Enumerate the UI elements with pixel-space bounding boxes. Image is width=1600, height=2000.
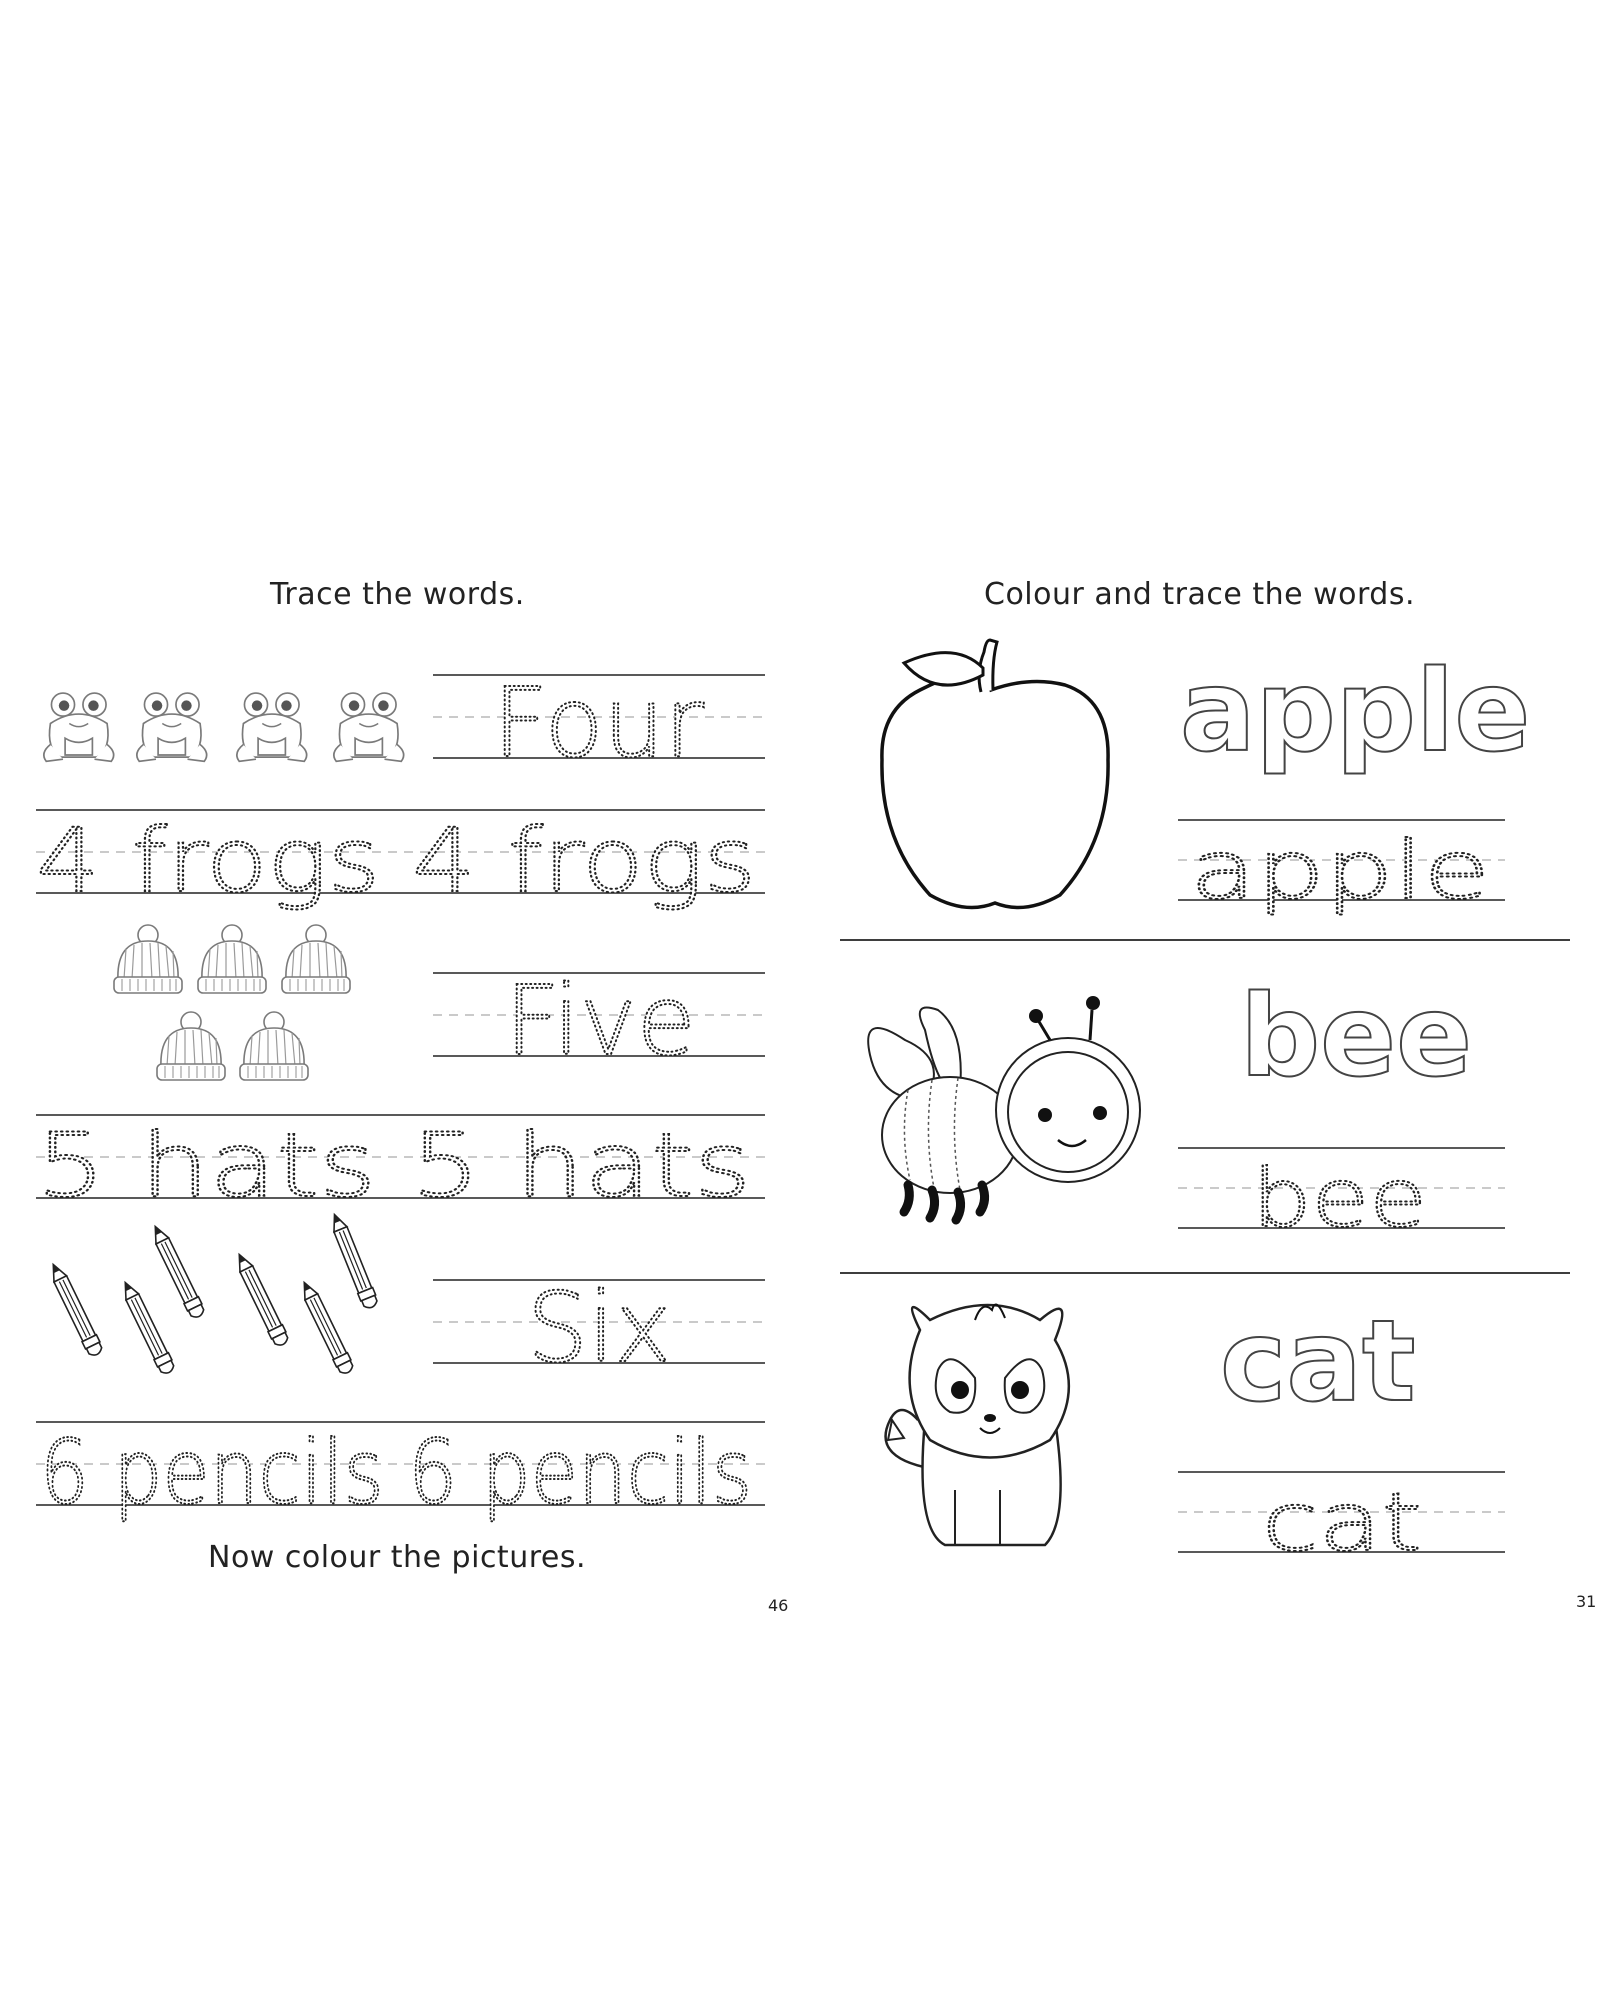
bubble-word-cat: cat (1220, 1297, 1416, 1427)
hat-icon (198, 925, 266, 993)
hat-icon (282, 925, 350, 993)
hat-icon (240, 1012, 308, 1080)
trace-word-cat: cat (1262, 1476, 1422, 1569)
frog-icon (44, 693, 114, 761)
frog-icon (237, 693, 307, 761)
trace-word-bee: bee (1252, 1152, 1427, 1245)
trace-word-five: Five (505, 965, 696, 1077)
cat-icon (886, 1305, 1069, 1545)
pencil-icon (46, 1261, 104, 1358)
hat-icon (114, 925, 182, 993)
pencil-icon (232, 1251, 290, 1348)
trace-word-four: Four (493, 667, 704, 779)
trace-phrase-frogs: 4 frogs 4 frogs (36, 809, 756, 912)
right-worksheet (800, 0, 1600, 2000)
bee-icon (868, 996, 1140, 1220)
trace-word-six: Six (527, 1272, 672, 1384)
hats-picture (114, 925, 350, 1080)
trace-phrase-hats: 5 hats 5 hats (36, 1114, 751, 1217)
frog-icon (334, 693, 404, 761)
trace-phrase-pencils: 6 pencils 6 pencils (40, 1421, 752, 1524)
right-instruction-top: Colour and trace the words. (984, 577, 1415, 612)
frogs-picture (44, 693, 404, 761)
bubble-word-bee: bee (1240, 972, 1473, 1102)
pencils-picture (46, 1212, 379, 1376)
frog-icon (137, 693, 207, 761)
pencil-icon (297, 1279, 355, 1376)
pencil-icon (118, 1279, 176, 1376)
left-instruction-bottom: Now colour the pictures. (208, 1540, 587, 1575)
pencil-icon (148, 1223, 206, 1320)
page-number-right: 31 (1576, 1592, 1597, 1611)
hat-icon (157, 1012, 225, 1080)
left-instruction-top: Trace the words. (270, 577, 525, 612)
page-number-left: 46 (768, 1596, 789, 1615)
pencil-icon (327, 1212, 379, 1311)
bubble-word-apple: apple (1180, 647, 1531, 777)
apple-icon (882, 640, 1108, 908)
trace-word-apple: apple (1190, 824, 1490, 917)
